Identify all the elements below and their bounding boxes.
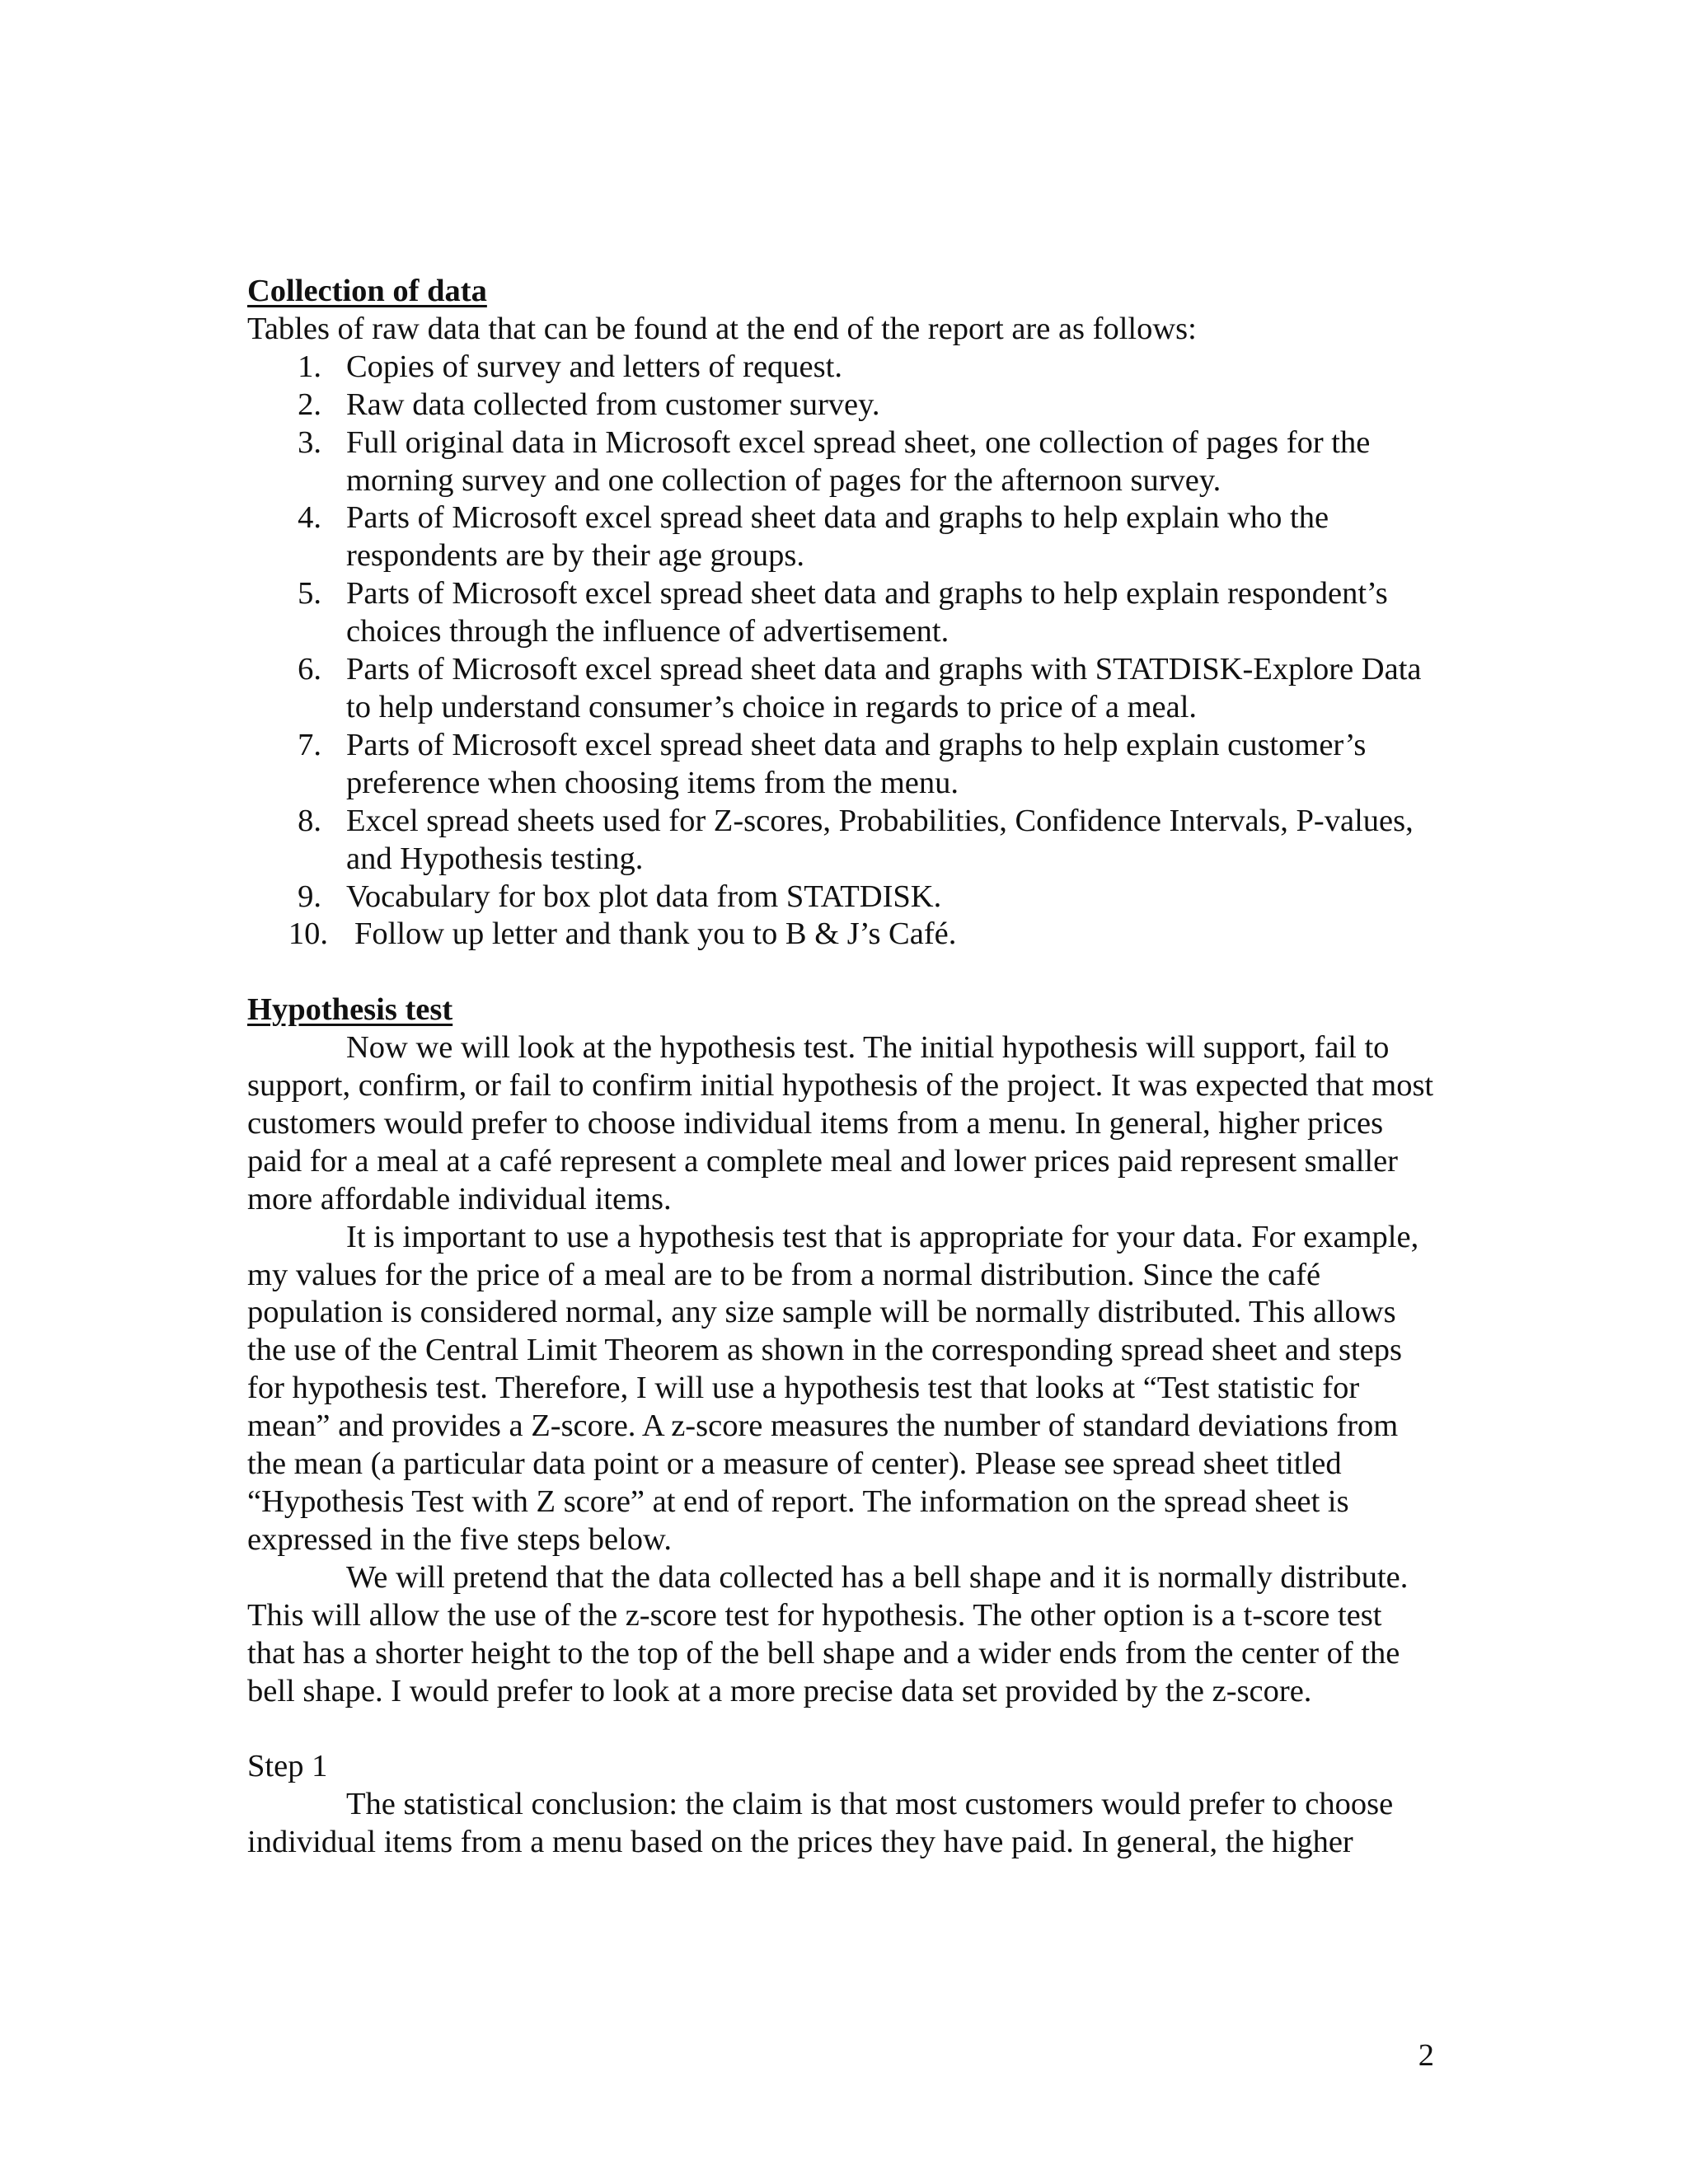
list-item-text: Full original data in Microsoft excel spread sheet, one collection of pages for the morning survey and one collection of pages for the afternoon survey. bbox=[346, 424, 1371, 498]
page-number: 2 bbox=[1418, 2038, 1434, 2073]
section-spacer bbox=[247, 1710, 1434, 1748]
list-item-text: Parts of Microsoft excel spread sheet data and graphs to help explain who the respondents are by their age groups. bbox=[346, 500, 1329, 574]
step-1-paragraph: The statistical conclusion: the claim is that most customers would prefer to choose individual items from a menu based on the prices they have paid. In general, the higher bbox=[247, 1787, 1394, 1860]
list-item bbox=[247, 651, 1434, 727]
hypothesis-heading: Hypothesis test bbox=[247, 992, 453, 1028]
list-number: 3. bbox=[298, 424, 321, 460]
list-item bbox=[247, 575, 1434, 651]
list-item bbox=[247, 387, 1434, 424]
collection-heading: Collection of data bbox=[247, 274, 487, 308]
list-number: 2. bbox=[298, 387, 321, 422]
list-item bbox=[247, 424, 1434, 500]
data-tables-list bbox=[247, 349, 1434, 954]
list-item-text: Parts of Microsoft excel spread sheet data and graphs to help explain customer’s preference when choosing items from the menu. bbox=[346, 727, 1367, 800]
list-item bbox=[247, 349, 1434, 387]
list-item bbox=[247, 727, 1434, 803]
step-1-label: Step 1 bbox=[247, 1749, 328, 1784]
list-number: 8. bbox=[298, 803, 321, 838]
list-number: 7. bbox=[298, 727, 321, 762]
list-item-text: Copies of survey and letters of request. bbox=[346, 349, 842, 384]
list-item bbox=[247, 499, 1434, 575]
list-item bbox=[247, 879, 1434, 916]
list-number: 9. bbox=[298, 879, 321, 914]
list-item bbox=[247, 916, 1434, 954]
collection-intro: Tables of raw data that can be found at the end of the report are as follows: bbox=[247, 311, 1197, 346]
list-number: 4. bbox=[298, 500, 321, 536]
list-item bbox=[247, 803, 1434, 879]
hypothesis-paragraph: We will pretend that the data collected has a bell shape and it is normally distribute. This will allow the use of the z-score test for hypothesis. The other option is a t-score test that has a shorter height to the top of the bell shape and a wider ends from the center of the bell shape. I would prefer to look at a more precise data set provided by the z-score. bbox=[247, 1559, 1409, 1708]
list-item-text: Excel spread sheets used for Z-scores, Probabilities, Confidence Intervals, P-values, and Hypothesis testing. bbox=[346, 803, 1414, 876]
list-item-text: Vocabulary for box plot data from STATDISK. bbox=[346, 879, 942, 914]
list-item-text: Follow up letter and thank you to B & J’s Café. bbox=[354, 916, 957, 952]
list-number: 5. bbox=[298, 576, 321, 612]
list-number: 1. bbox=[298, 349, 321, 384]
list-item-text: Parts of Microsoft excel spread sheet data and graphs with STATDISK-Explore Data to help understand consumer’s choice in regards to price of a meal. bbox=[346, 652, 1422, 724]
hypothesis-paragraph: It is important to use a hypothesis test that is appropriate for your data. For example, my values for the price of a meal are to be from a normal distribution. Since the café population is considered normal, any size sample will be normally distributed. This allows the use of the Central Limit Theorem as shown in the corresponding spread sheet and steps for hypothesis test. Therefore, I will use a hypothesis test that looks at “Test statistic for mean” and provides a Z-score. A z-score measures the number of standard deviations from the mean (a particular data point or a measure of center). Please see spread sheet titled “Hypothesis Test with Z score” at end of report. The information on the spread sheet is expressed in the five steps below. bbox=[247, 1219, 1419, 1557]
hypothesis-paragraph: Now we will look at the hypothesis test. The initial hypothesis will support, fail to support, confirm, or fail to confirm initial hypothesis of the project. It was expected that most customers would prefer to choose individual items from a menu. In general, higher prices paid for a meal at a café represent a complete meal and lower prices paid represent smaller more affordable individual items. bbox=[247, 1030, 1434, 1216]
list-number: 6. bbox=[298, 652, 321, 687]
list-item-text: Parts of Microsoft excel spread sheet data and graphs to help explain respondent’s choices through the influence of advertisement. bbox=[346, 576, 1388, 649]
list-number: 10. bbox=[288, 916, 328, 952]
page-content bbox=[247, 273, 1434, 1862]
list-item-text: Raw data collected from customer survey. bbox=[346, 387, 880, 422]
section-spacer bbox=[247, 954, 1434, 991]
